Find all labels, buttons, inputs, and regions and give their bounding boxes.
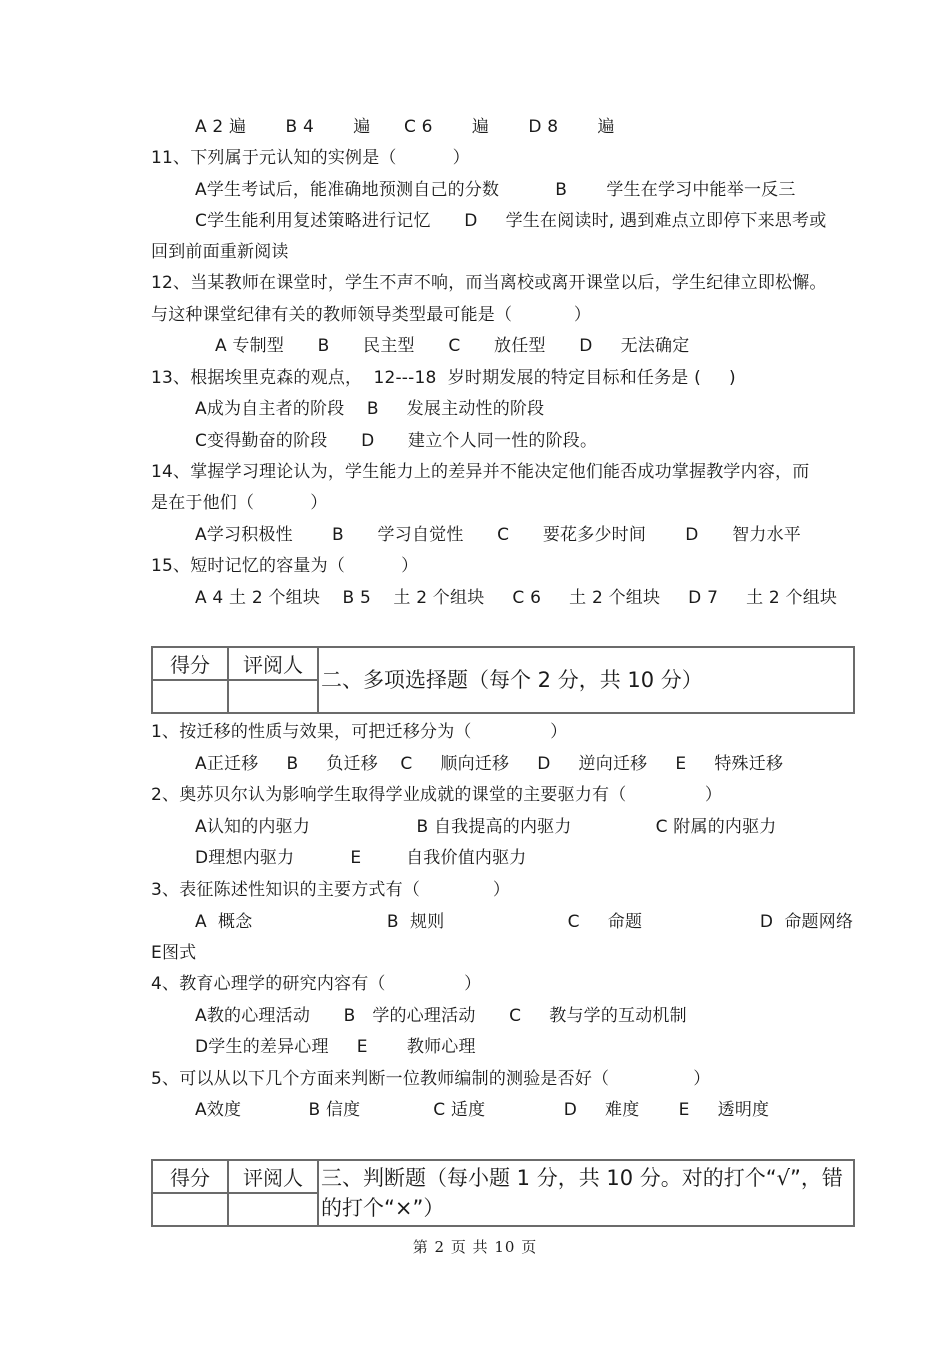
- section-title-line: 的打个“×”）: [321, 1196, 445, 1220]
- score-grid: [153, 1161, 319, 1225]
- score-input-cell: [153, 681, 229, 712]
- text-line: C学生能利用复述策略进行记忆 D 学生在阅读时, 遇到难点立即停下来思考或: [195, 211, 827, 231]
- text-line: A 2 遍 B 4 遍 C 6 遍 D 8 遍: [195, 117, 615, 137]
- score-box-section-2: [151, 646, 855, 714]
- text-line: A学习积极性 B 学习自觉性 C 要花多少时间 D 智力水平: [195, 525, 801, 545]
- section-title-line: 二、多项选择题（每个 2 分，共 10 分）: [321, 668, 703, 692]
- text-line: 4、教育心理学的研究内容有（ ）: [151, 974, 482, 994]
- text-line: D理想内驱力 E 自我价值内驱力: [195, 848, 527, 868]
- reviewer-label: 评阅人: [229, 648, 319, 679]
- text-line: 15、短时记忆的容量为（ ）: [151, 556, 419, 576]
- text-line: A学生考试后，能准确地预测自己的分数 B 学生在学习中能举一反三: [195, 180, 796, 200]
- score-input-cell: [153, 1194, 229, 1225]
- text-line: 1、按迁移的性质与效果，可把迁移分为（ ）: [151, 722, 568, 742]
- section-title: [319, 648, 853, 712]
- reviewer-input-cell: [229, 1194, 319, 1225]
- text-line: 5、可以从以下几个方面来判断一位教师编制的测验是否好（ ）: [151, 1069, 711, 1089]
- text-line: A教的心理活动 B 学的心理活动 C 教与学的互动机制: [195, 1006, 687, 1026]
- text-line: 回到前面重新阅读: [151, 242, 289, 262]
- text-line: 11、下列属于元认知的实例是（ ）: [151, 148, 470, 168]
- text-line: A效度 B 信度 C 适度 D 难度 E 透明度: [195, 1100, 770, 1120]
- text-line: 12、当某教师在课堂时，学生不声不响，而当离校或离开课堂以后，学生纪律立即松懈。: [151, 273, 827, 293]
- text-line: D学生的差异心理 E 教师心理: [195, 1037, 476, 1057]
- section-title-line: 三、判断题（每小题 1 分，共 10 分。对的打个“√”，错: [321, 1166, 843, 1190]
- score-label: 得分: [153, 1161, 229, 1192]
- text-line: A 专制型 B 民主型 C 放任型 D 无法确定: [215, 336, 690, 356]
- text-line: A成为自主者的阶段 B 发展主动性的阶段: [195, 399, 545, 419]
- text-line: E图式: [151, 943, 197, 963]
- text-line: A 4 土 2 个组块 B 5 土 2 个组块 C 6 土 2 个组块 D 7 土 2 个组块: [195, 588, 838, 608]
- score-grid: [153, 648, 319, 712]
- text-line: 13、根据埃里克森的观点， 12---18 岁时期发展的特定目标和任务是 ( ): [151, 368, 736, 388]
- score-label: 得分: [153, 648, 229, 679]
- reviewer-label: 评阅人: [229, 1161, 319, 1192]
- text-line: 3、表征陈述性知识的主要方式有（ ）: [151, 880, 511, 900]
- text-line: A正迁移 B 负迁移 C 顺向迁移 D 逆向迁移 E 特殊迁移: [195, 754, 784, 774]
- section-title: [319, 1161, 853, 1225]
- text-line: 与这种课堂纪律有关的教师领导类型最可能是（ ）: [151, 305, 592, 325]
- text-line: C变得勤奋的阶段 D 建立个人同一性的阶段。: [195, 431, 598, 451]
- page-footer: 第 2 页 共 10 页: [412, 1238, 538, 1256]
- text-line: A 概念 B 规则 C 命题 D 命题网络: [195, 912, 854, 932]
- text-line: A认知的内驱力 B 自我提高的内驱力 C 附属的内驱力: [195, 817, 777, 837]
- reviewer-input-cell: [229, 681, 319, 712]
- text-line: 是在于他们（ ）: [151, 493, 328, 513]
- text-line: 14、掌握学习理论认为，学生能力上的差异并不能决定他们能否成功掌握教学内容，而: [151, 462, 810, 482]
- text-line: 2、奥苏贝尔认为影响学生取得学业成就的课堂的主要驱力有（ ）: [151, 785, 723, 805]
- score-box-section-3: [151, 1159, 855, 1227]
